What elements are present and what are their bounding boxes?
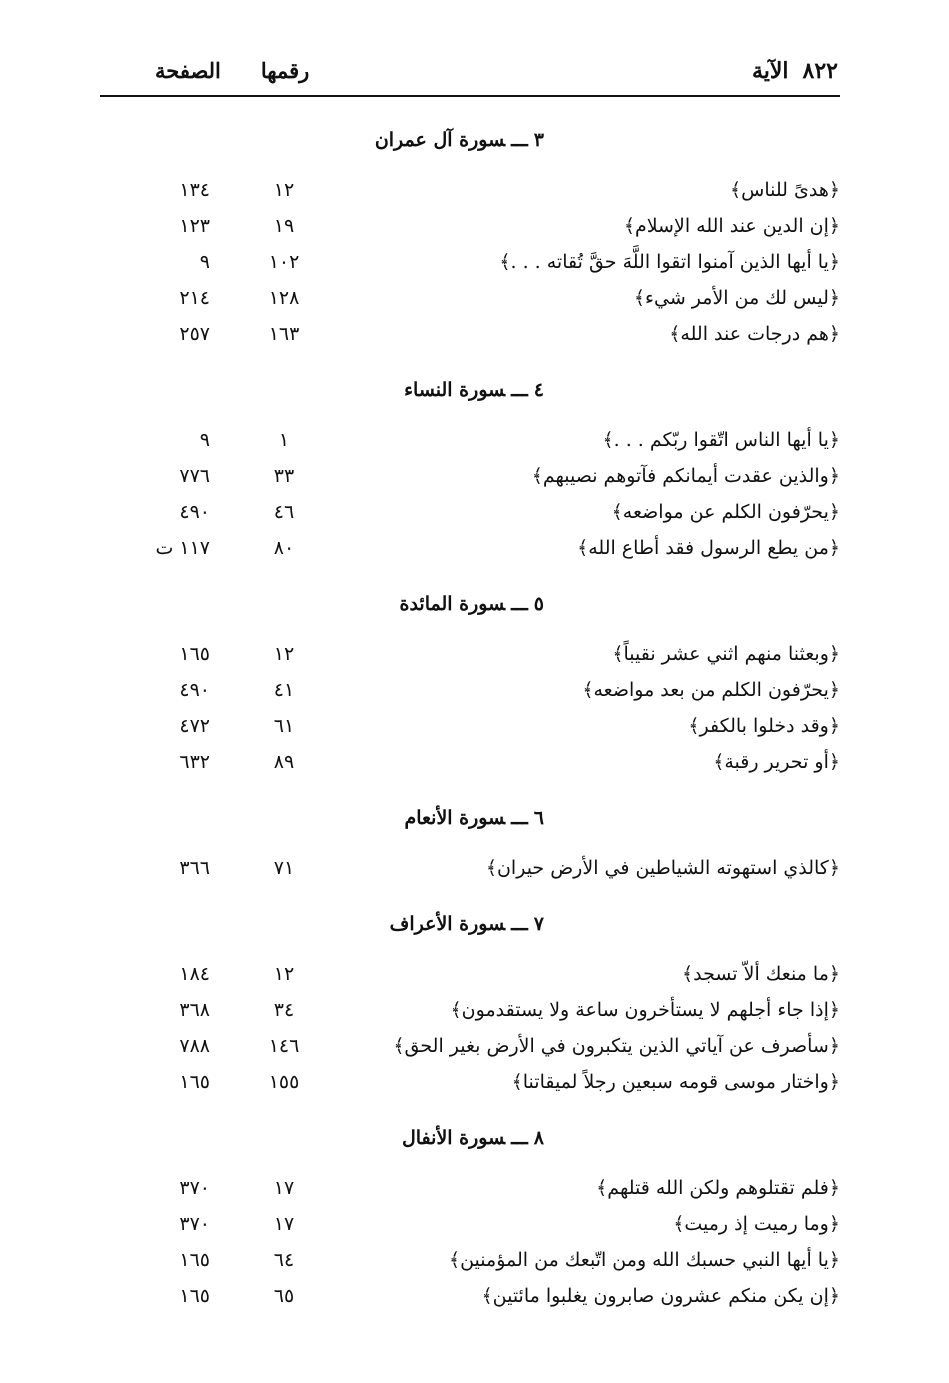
ayah-number: ٦٤	[273, 1249, 295, 1271]
index-row	[100, 280, 840, 316]
verse-text: ﴿سأصرف عن آياتي الذين يتكبرون في الأرض بغير الحق﴾	[393, 1035, 840, 1057]
index-row	[100, 530, 840, 566]
ayah-number: ٣٤	[273, 999, 295, 1021]
verse-text: ﴿إذا جاء أجلهم لا يستأخرون ساعة ولا يستقدمون﴾	[450, 999, 840, 1021]
verse-text: ﴿يحرّفون الكلم من بعد مواضعه﴾	[582, 679, 840, 701]
page-ref: ٦٣٢	[179, 751, 210, 773]
index-row	[100, 1278, 840, 1314]
ayah-number: ١٠٢	[268, 251, 300, 273]
page-ref: ٣٦٦	[179, 857, 210, 879]
ayah-number: ٨٠	[273, 537, 295, 559]
surah-number: ٤	[533, 379, 544, 401]
verse-text: ﴿هدىً للناس﴾	[730, 179, 840, 201]
surah-name: سورة آل عمران	[374, 129, 506, 151]
column-headers	[155, 58, 309, 83]
ayah-number: ١٤٦	[268, 1035, 300, 1057]
surah-title	[100, 586, 840, 622]
page-ref: ٣٧٠	[179, 1177, 210, 1199]
page-column-header: الصفحة	[155, 58, 221, 83]
page-ref: ٧٨٨	[179, 1035, 210, 1057]
surah-section	[100, 1120, 840, 1314]
verse-text: ﴿واختار موسى قومه سبعين رجلاً لميقاتنا﴾	[511, 1071, 840, 1093]
ayah-number: ١٢	[273, 643, 295, 665]
page-ref: ٤٩٠	[179, 501, 210, 523]
ayah-column-header: الآية	[751, 58, 789, 84]
surah-title	[100, 800, 840, 836]
index-row	[100, 672, 840, 708]
index-row	[100, 1170, 840, 1206]
verse-text: ﴿يا أيها النبي حسبك الله ومن اتّبعك من المؤمنين﴾	[448, 1249, 840, 1271]
index-row	[100, 708, 840, 744]
verse-text: ﴿وقد دخلوا بالكفر﴾	[688, 715, 840, 737]
surah-title	[100, 122, 840, 158]
ayah-number: ٤٦	[273, 501, 295, 523]
page-ref: ١١٧ ت	[155, 537, 210, 559]
surah-number: ٨	[533, 1127, 544, 1149]
verse-text: ﴿إن يكن منكم عشرون صابرون يغلبوا مائتين﴾	[481, 1285, 840, 1307]
ayah-number: ١٧	[273, 1213, 295, 1235]
index-row	[100, 458, 840, 494]
surah-section	[100, 122, 840, 352]
ayah-number: ٧١	[273, 857, 295, 879]
ayah-number: ١٧	[273, 1177, 295, 1199]
verse-text: ﴿ما منعك ألاّ تسجد﴾	[681, 963, 840, 985]
header-rule	[100, 95, 840, 97]
ayah-number: ٤١	[273, 679, 295, 701]
surah-dash: ـــ	[511, 593, 528, 615]
page-ref: ١٢٣	[179, 215, 210, 237]
index-row	[100, 1206, 840, 1242]
ayah-number: ١٢	[273, 179, 295, 201]
surah-section	[100, 906, 840, 1100]
page-ref: ٩	[199, 251, 210, 273]
index-row	[100, 956, 840, 992]
page-ref: ١٦٥	[179, 1285, 210, 1307]
index-row	[100, 992, 840, 1028]
surah-title	[100, 906, 840, 942]
surah-name: سورة المائدة	[399, 593, 506, 615]
ayah-number: ٦٥	[273, 1285, 295, 1307]
verse-text: ﴿وبعثنا منهم اثني عشر نقيباً﴾	[612, 643, 840, 665]
index-row	[100, 1242, 840, 1278]
index-content	[100, 116, 840, 1314]
ayah-number: ١	[278, 429, 290, 451]
surah-section	[100, 372, 840, 566]
surah-dash: ـــ	[511, 807, 528, 829]
page-ref: ١٦٥	[179, 643, 210, 665]
verse-text: ﴿يا أيها الناس اتّقوا ربّكم . . .﴾	[602, 429, 840, 451]
verse-text: ﴿وما رميت إذ رميت﴾	[673, 1213, 840, 1235]
page-ref: ٤٩٠	[179, 679, 210, 701]
ayah-number: ١٥٥	[268, 1071, 300, 1093]
ayah-number: ١٦٣	[268, 323, 300, 345]
verse-text: ﴿هم درجات عند الله﴾	[669, 323, 840, 345]
verse-text: ﴿إن الدين عند الله الإسلام﴾	[623, 215, 840, 237]
page-ref: ٩	[199, 429, 210, 451]
index-row	[100, 636, 840, 672]
page-ref: ٣٧٠	[179, 1213, 210, 1235]
page-ref: ٢٥٧	[179, 323, 210, 345]
surah-name: سورة الأنفال	[401, 1127, 506, 1149]
verse-text: ﴿أو تحرير رقبة﴾	[713, 751, 840, 773]
num-column-header: رقمها	[260, 58, 310, 83]
surah-number: ٦	[533, 807, 544, 829]
running-head	[752, 58, 838, 84]
index-row	[100, 494, 840, 530]
surah-dash: ـــ	[511, 379, 528, 401]
verse-text: ﴿فلم تقتلوهم ولكن الله قتلهم﴾	[596, 1177, 840, 1199]
verse-text: ﴿من يطع الرسول فقد أطاع الله﴾	[577, 537, 840, 559]
surah-dash: ـــ	[511, 129, 528, 151]
surah-dash: ـــ	[511, 913, 528, 935]
ayah-number: ٨٩	[273, 751, 295, 773]
surah-section	[100, 800, 840, 886]
page-ref: ١٣٤	[179, 179, 210, 201]
page-number: ٨٢٢	[802, 58, 838, 84]
index-row	[100, 850, 840, 886]
surah-dash: ـــ	[511, 1127, 528, 1149]
ayah-number: ١٢٨	[268, 287, 300, 309]
surah-name: سورة النساء	[404, 379, 506, 401]
page-ref: ١٦٥	[179, 1249, 210, 1271]
verse-text: ﴿يحرّفون الكلم عن مواضعه﴾	[611, 501, 840, 523]
surah-number: ٥	[533, 593, 544, 615]
ayah-number: ١٩	[273, 215, 295, 237]
page-header	[100, 52, 840, 92]
surah-name: سورة الأعراف	[389, 913, 506, 935]
index-row	[100, 208, 840, 244]
page-ref: ١٨٤	[179, 963, 210, 985]
index-row	[100, 1064, 840, 1100]
verse-text: ﴿يا أيها الذين آمنوا اتقوا اللَّهَ حقَّ تُقاته . . .﴾	[499, 251, 840, 273]
ayah-number: ١٢	[273, 963, 295, 985]
page-ref: ٧٧٦	[179, 465, 210, 487]
ayah-number: ٦١	[273, 715, 295, 737]
ayah-number: ٣٣	[273, 465, 295, 487]
surah-title	[100, 372, 840, 408]
index-row	[100, 316, 840, 352]
index-row	[100, 244, 840, 280]
surah-title	[100, 1120, 840, 1156]
index-row	[100, 1028, 840, 1064]
verse-text: ﴿ليس لك من الأمر شيء﴾	[633, 287, 840, 309]
surah-number: ٣	[533, 129, 544, 151]
page-ref: ٣٦٨	[179, 999, 210, 1021]
surah-number: ٧	[533, 913, 544, 935]
index-row	[100, 172, 840, 208]
index-row	[100, 744, 840, 780]
verse-text: ﴿والذين عقدت أيمانكم فآتوهم نصيبهم﴾	[531, 465, 840, 487]
page-ref: ٤٧٢	[179, 715, 210, 737]
page-ref: ١٦٥	[179, 1071, 210, 1093]
page-ref: ٢١٤	[179, 287, 210, 309]
surah-name: سورة الأنعام	[404, 807, 506, 829]
verse-text: ﴿كالذي استهوته الشياطين في الأرض حيران﴾	[485, 857, 840, 879]
index-row	[100, 422, 840, 458]
surah-section	[100, 586, 840, 780]
